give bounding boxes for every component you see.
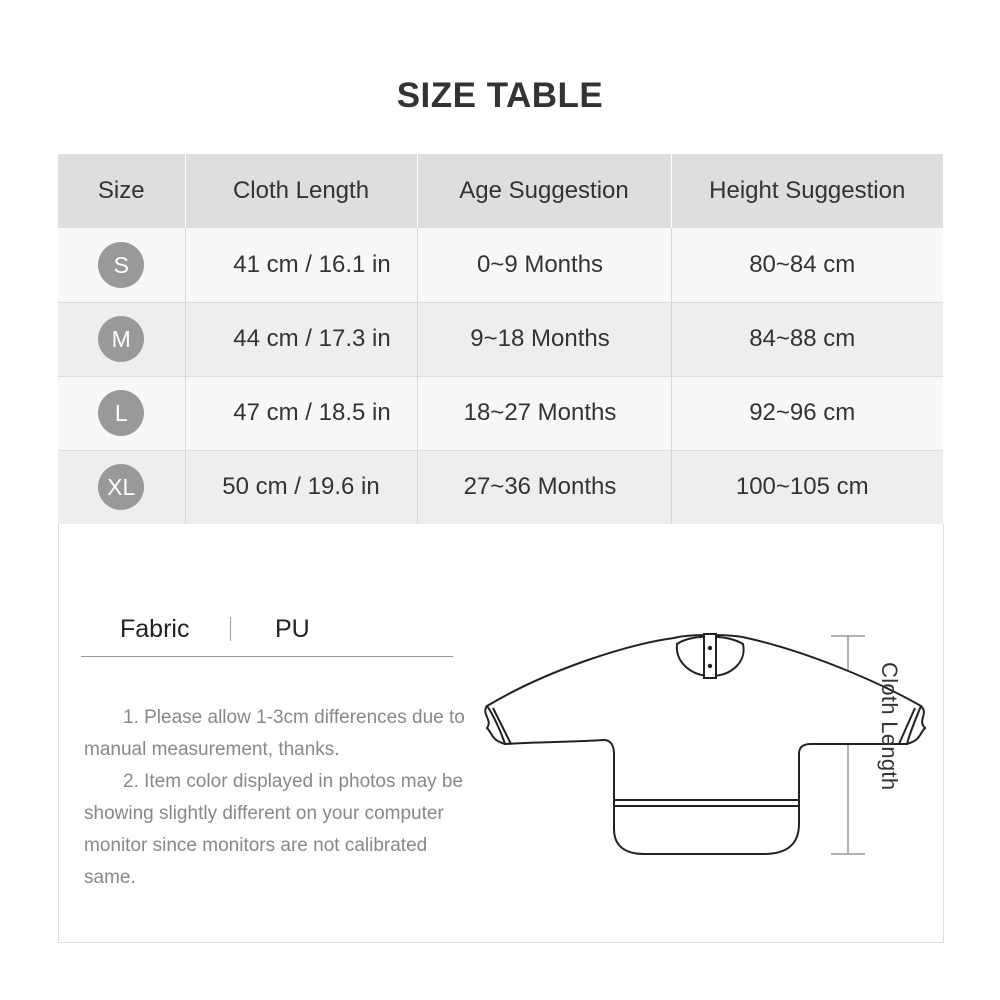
- cloth-length-label: Cloth Length: [877, 662, 902, 791]
- age-cell: 27~36 Months: [417, 450, 671, 524]
- cloth-length-cell: 41 cm / 16.1 in: [185, 228, 417, 302]
- height-cell: 84~88 cm: [671, 302, 943, 376]
- note-item: 1. Please allow 1-3cm differences due to manual measurement, thanks.: [84, 707, 465, 760]
- cloth-length-cell: 44 cm / 17.3 in: [185, 302, 417, 376]
- column-header-age-suggestion: Age Suggestion: [417, 154, 671, 228]
- fabric-row: [120, 614, 310, 644]
- size-badge: S: [98, 242, 144, 288]
- size-cell: [58, 376, 185, 450]
- age-cell: 0~9 Months: [417, 228, 671, 302]
- size-table: [58, 154, 943, 524]
- size-badge: XL: [98, 464, 144, 510]
- table-header-row: [58, 154, 943, 228]
- height-cell: 100~105 cm: [671, 450, 943, 524]
- cloth-length-cell: 47 cm / 18.5 in: [185, 376, 417, 450]
- fabric-divider: [81, 656, 453, 657]
- age-cell: 9~18 Months: [417, 302, 671, 376]
- size-cell: [58, 450, 185, 524]
- table-row: [58, 376, 943, 450]
- size-cell: [58, 228, 185, 302]
- table-row: [58, 302, 943, 376]
- cloth-length-cell: 50 cm / 19.6 in: [185, 450, 417, 524]
- page-title: SIZE TABLE: [396, 76, 604, 115]
- fabric-value: PU: [275, 614, 310, 643]
- age-cell: 18~27 Months: [417, 376, 671, 450]
- note-item: 2. Item color displayed in photos may be showing slightly different on your computer monitor since monitors are not calibrated same.: [84, 771, 464, 888]
- column-header-cloth-length: Cloth Length: [185, 154, 417, 228]
- height-cell: 92~96 cm: [671, 376, 943, 450]
- product-details-panel: [58, 524, 944, 943]
- size-cell: [58, 302, 185, 376]
- column-header-size: Size: [58, 154, 185, 228]
- height-cell: 80~84 cm: [749, 250, 856, 278]
- size-table-container: [58, 154, 943, 524]
- size-badge: M: [98, 316, 144, 362]
- table-row: [58, 228, 943, 302]
- notes: [84, 702, 474, 894]
- bib-garment-diagram: [479, 624, 939, 864]
- column-header-height-suggestion: Height Suggestion: [709, 177, 906, 204]
- garment-outline: [485, 634, 925, 854]
- table-row: [58, 450, 943, 524]
- size-badge: L: [98, 390, 144, 436]
- fabric-separator: [230, 617, 231, 641]
- fabric-label: Fabric: [120, 614, 190, 643]
